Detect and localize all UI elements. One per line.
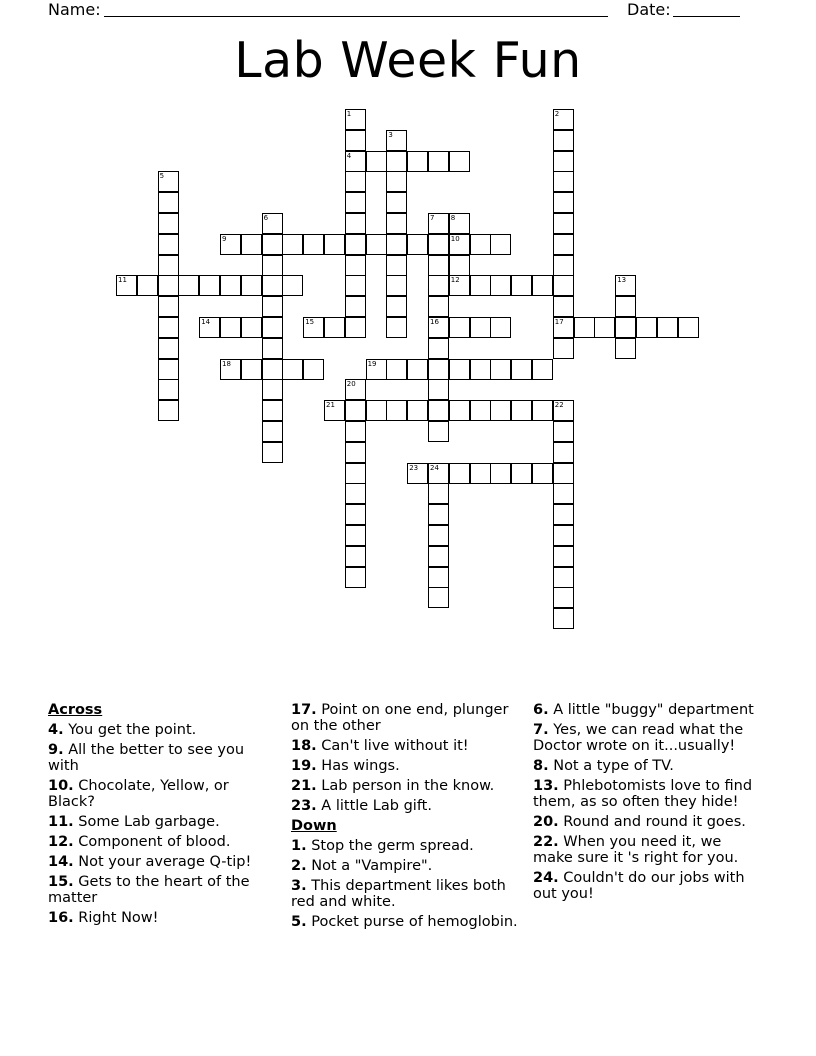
clue-item-text: Right Now! — [73, 910, 159, 926]
clue-item-text: Chocolate, Yellow, or Black? — [48, 778, 229, 810]
grid-cell[interactable] — [116, 275, 137, 296]
clue-number: 7 — [430, 214, 435, 222]
grid-cell[interactable] — [490, 275, 511, 296]
grid-cell[interactable] — [490, 463, 511, 484]
clue-item — [533, 870, 761, 902]
grid-cell[interactable] — [449, 255, 470, 276]
clue-item-text: Has wings. — [316, 758, 400, 774]
grid-cell[interactable] — [303, 359, 324, 380]
clue-item — [291, 758, 519, 774]
clue-number: 15 — [305, 318, 315, 326]
clue-item-number: 10. — [48, 778, 74, 794]
date-line — [673, 16, 740, 17]
grid-cell[interactable] — [553, 255, 574, 276]
grid-cell[interactable] — [449, 234, 470, 255]
clue-item — [533, 814, 761, 830]
grid-cell[interactable] — [428, 317, 449, 338]
grid-cell[interactable] — [345, 130, 366, 151]
grid-cell[interactable] — [553, 296, 574, 317]
grid-cell[interactable] — [490, 359, 511, 380]
clue-number: 8 — [450, 214, 456, 222]
clue-item-text: Not a type of TV. — [548, 758, 674, 774]
grid-cell[interactable] — [386, 296, 407, 317]
grid-cell[interactable] — [282, 234, 303, 255]
clue-item-number: 5. — [291, 914, 307, 930]
grid-cell[interactable] — [553, 213, 574, 234]
clue-item-number: 3. — [291, 878, 307, 894]
clue-item-text: Component of blood. — [73, 834, 231, 850]
grid-cell[interactable] — [553, 151, 574, 172]
clue-number: 14 — [201, 318, 211, 326]
grid-cell[interactable] — [158, 255, 179, 276]
grid-cell[interactable] — [386, 171, 407, 192]
grid-cell[interactable] — [262, 338, 283, 359]
clue-item — [291, 838, 519, 854]
grid-cell[interactable] — [470, 359, 491, 380]
grid-cell[interactable] — [553, 421, 574, 442]
grid-cell[interactable] — [407, 400, 428, 421]
clues-column-3 — [533, 702, 761, 906]
grid-cell[interactable] — [262, 213, 283, 234]
clue-item-number: 7. — [533, 722, 549, 738]
clue-item-text: Lab person in the know. — [316, 778, 495, 794]
clue-item-number: 15. — [48, 874, 74, 890]
clue-number: 12 — [450, 276, 460, 285]
grid-cell[interactable] — [262, 255, 283, 276]
grid-cell[interactable] — [553, 567, 574, 588]
page-title: Lab Week Fun — [234, 32, 582, 89]
clue-item-text: Point on one end, plunger on the other — [291, 702, 509, 734]
clue-item — [48, 910, 276, 926]
grid-cell[interactable] — [553, 400, 574, 421]
across-heading: Across — [48, 702, 103, 718]
grid-cell[interactable] — [178, 275, 199, 296]
grid-cell[interactable] — [428, 234, 449, 255]
grid-cell[interactable] — [553, 587, 574, 608]
clue-item-number: 13. — [533, 778, 559, 794]
clue-item-number: 19. — [291, 758, 317, 774]
grid-cell[interactable] — [199, 317, 220, 338]
name-label: Name: — [48, 0, 101, 19]
clue-item-text: This department likes both red and white. — [291, 878, 506, 910]
clue-item — [48, 742, 276, 774]
grid-cell[interactable] — [553, 463, 574, 484]
grid-cell[interactable] — [511, 463, 532, 484]
clue-item — [291, 738, 519, 754]
clue-number: 21 — [326, 401, 335, 410]
grid-cell[interactable] — [553, 546, 574, 567]
grid-cell[interactable] — [345, 567, 366, 588]
clue-item — [291, 914, 519, 930]
grid-cell[interactable] — [282, 275, 303, 296]
grid-cell[interactable] — [345, 151, 366, 172]
grid-cell[interactable] — [511, 359, 532, 380]
grid-cell[interactable] — [158, 359, 179, 380]
clue-number: 5 — [159, 172, 165, 181]
grid-cell[interactable] — [282, 359, 303, 380]
clue-number: 18 — [222, 359, 231, 368]
grid-cell[interactable] — [345, 400, 366, 421]
clue-item-text: A little Lab gift. — [316, 798, 432, 814]
grid-cell[interactable] — [428, 359, 449, 380]
clue-item-text: Can't live without it! — [316, 738, 469, 754]
clue-number: 9 — [222, 234, 227, 243]
grid-cell[interactable] — [449, 359, 470, 380]
grid-cell[interactable] — [345, 525, 366, 546]
grid-cell[interactable] — [553, 525, 574, 546]
clue-item-number: 6. — [533, 702, 549, 718]
grid-cell[interactable] — [574, 317, 595, 338]
grid-cell[interactable] — [158, 275, 179, 296]
clue-number: 1 — [346, 110, 352, 118]
grid-cell[interactable] — [490, 400, 511, 421]
grid-cell[interactable] — [553, 608, 574, 629]
clue-item — [291, 878, 519, 910]
grid-cell[interactable] — [303, 234, 324, 255]
grid-cell[interactable] — [158, 171, 179, 192]
grid-cell[interactable] — [470, 400, 491, 421]
grid-cell[interactable] — [532, 400, 553, 421]
grid-cell[interactable] — [470, 234, 491, 255]
clue-number: 4 — [346, 151, 352, 160]
clue-item-number: 4. — [48, 722, 64, 738]
grid-cell[interactable] — [345, 442, 366, 463]
clue-item — [48, 778, 276, 810]
grid-cell[interactable] — [220, 275, 241, 296]
clue-item — [48, 814, 276, 830]
clue-item-number: 24. — [533, 870, 559, 886]
grid-cell[interactable] — [262, 275, 283, 296]
clue-number: 19 — [367, 359, 377, 368]
grid-cell[interactable] — [386, 151, 407, 172]
clue-item — [291, 798, 519, 814]
clue-item-number: 23. — [291, 798, 317, 814]
grid-cell[interactable] — [490, 317, 511, 338]
grid-cell[interactable] — [428, 567, 449, 588]
grid-cell[interactable] — [553, 275, 574, 296]
clue-item — [533, 778, 761, 810]
grid-cell[interactable] — [615, 338, 636, 359]
grid-cell[interactable] — [470, 275, 491, 296]
clue-item-text: Gets to the heart of the matter — [48, 874, 250, 906]
clues-column-2 — [291, 702, 519, 934]
grid-cell[interactable] — [345, 234, 366, 255]
clue-number: 10 — [450, 234, 460, 243]
grid-cell[interactable] — [262, 234, 283, 255]
grid-cell[interactable] — [428, 400, 449, 421]
clue-item — [533, 722, 761, 754]
clue-number: 17 — [554, 318, 564, 326]
grid-cell[interactable] — [324, 234, 345, 255]
grid-cell[interactable] — [366, 234, 387, 255]
grid-cell[interactable] — [158, 234, 179, 255]
clue-item-number: 22. — [533, 834, 559, 850]
grid-cell[interactable] — [241, 275, 262, 296]
grid-cell[interactable] — [553, 192, 574, 213]
grid-cell[interactable] — [262, 421, 283, 442]
clue-item-text: You get the point. — [63, 722, 197, 738]
grid-cell[interactable] — [511, 400, 532, 421]
clue-item-text: Stop the germ spread. — [306, 838, 474, 854]
grid-cell[interactable] — [553, 317, 574, 338]
grid-cell[interactable] — [220, 234, 241, 255]
grid-cell[interactable] — [428, 483, 449, 504]
clue-item-text: Couldn't do our jobs with out you! — [533, 870, 745, 902]
grid-cell[interactable] — [553, 483, 574, 504]
grid-cell[interactable] — [262, 296, 283, 317]
grid-cell[interactable] — [345, 171, 366, 192]
grid-cell[interactable] — [158, 213, 179, 234]
grid-cell[interactable] — [345, 255, 366, 276]
grid-cell[interactable] — [553, 442, 574, 463]
grid-cell[interactable] — [428, 463, 449, 484]
clue-item — [291, 702, 519, 734]
clue-item-text: Not your average Q-tip! — [73, 854, 252, 870]
grid-cell[interactable] — [615, 317, 636, 338]
grid-cell[interactable] — [553, 338, 574, 359]
grid-cell[interactable] — [158, 192, 179, 213]
grid-cell[interactable] — [553, 130, 574, 151]
grid-cell[interactable] — [490, 234, 511, 255]
grid-cell[interactable] — [428, 255, 449, 276]
clue-item-text: Pocket purse of hemoglobin. — [306, 914, 518, 930]
clue-item-text: Phlebotomists love to find them, as so often they hide! — [533, 778, 753, 810]
grid-cell[interactable] — [262, 317, 283, 338]
grid-cell[interactable] — [449, 213, 470, 234]
clue-item-number: 12. — [48, 834, 74, 850]
clue-item-number: 1. — [291, 838, 307, 854]
clue-item — [291, 778, 519, 794]
grid-cell[interactable] — [449, 400, 470, 421]
grid-cell[interactable] — [345, 483, 366, 504]
grid-cell[interactable] — [553, 109, 574, 130]
grid-cell[interactable] — [511, 275, 532, 296]
clue-number: 6 — [263, 214, 269, 222]
grid-cell[interactable] — [428, 338, 449, 359]
clue-item-text: When you need it, we make sure it 's right for you. — [533, 834, 739, 866]
grid-cell[interactable] — [428, 213, 449, 234]
clue-item-text: Yes, we can read what the Doctor wrote on it...usually! — [533, 722, 744, 754]
clue-number: 2 — [554, 110, 560, 118]
clue-item-text: All the better to see you with — [48, 742, 245, 774]
clue-item-number: 17. — [291, 702, 317, 718]
grid-cell[interactable] — [345, 463, 366, 484]
grid-cell[interactable] — [553, 504, 574, 525]
grid-cell[interactable] — [428, 379, 449, 400]
grid-cell[interactable] — [345, 546, 366, 567]
grid-cell[interactable] — [428, 151, 449, 172]
clue-item-number: 16. — [48, 910, 74, 926]
grid-cell[interactable] — [220, 317, 241, 338]
grid-cell[interactable] — [678, 317, 699, 338]
name-line — [104, 16, 608, 17]
grid-cell[interactable] — [158, 317, 179, 338]
grid-cell[interactable] — [386, 255, 407, 276]
clues-column-1 — [48, 702, 276, 930]
clue-item-text: Round and round it goes. — [558, 814, 746, 830]
grid-cell[interactable] — [407, 151, 428, 172]
clue-item-text: Some Lab garbage. — [73, 814, 220, 830]
clue-item — [48, 874, 276, 906]
grid-cell[interactable] — [137, 275, 158, 296]
grid-cell[interactable] — [345, 192, 366, 213]
grid-cell[interactable] — [615, 275, 636, 296]
grid-cell[interactable] — [470, 317, 491, 338]
grid-cell[interactable] — [241, 317, 262, 338]
grid-cell[interactable] — [220, 359, 241, 380]
clue-item-text: Not a "Vampire". — [306, 858, 433, 874]
grid-cell[interactable] — [636, 317, 657, 338]
clue-number: 23 — [409, 463, 419, 472]
grid-cell[interactable] — [449, 463, 470, 484]
grid-cell[interactable] — [407, 234, 428, 255]
grid-cell[interactable] — [158, 338, 179, 359]
clue-item — [533, 702, 761, 718]
clue-number: 22 — [554, 401, 564, 410]
grid-cell[interactable] — [345, 213, 366, 234]
grid-cell[interactable] — [532, 463, 553, 484]
grid-cell[interactable] — [158, 379, 179, 400]
clue-item — [533, 834, 761, 866]
grid-cell[interactable] — [345, 421, 366, 442]
grid-cell[interactable] — [386, 275, 407, 296]
grid-cell[interactable] — [449, 275, 470, 296]
grid-cell[interactable] — [428, 587, 449, 608]
grid-cell[interactable] — [262, 379, 283, 400]
header — [48, 0, 748, 20]
grid-cell[interactable] — [345, 275, 366, 296]
grid-cell[interactable] — [241, 359, 262, 380]
grid-cell[interactable] — [553, 171, 574, 192]
clue-number: 13 — [617, 276, 627, 285]
grid-cell[interactable] — [345, 109, 366, 130]
grid-cell[interactable] — [386, 359, 407, 380]
grid-cell[interactable] — [449, 317, 470, 338]
clue-number: 3 — [388, 130, 393, 139]
clue-number: 24 — [430, 463, 439, 472]
grid-cell[interactable] — [428, 296, 449, 317]
clue-item-number: 21. — [291, 778, 317, 794]
grid-cell[interactable] — [428, 525, 449, 546]
grid-cell[interactable] — [532, 275, 553, 296]
clue-number: 20 — [346, 380, 356, 389]
grid-cell[interactable] — [386, 400, 407, 421]
grid-cell[interactable] — [428, 504, 449, 525]
grid-cell[interactable] — [366, 151, 387, 172]
grid-cell[interactable] — [386, 317, 407, 338]
grid-cell[interactable] — [262, 359, 283, 380]
clue-item-number: 8. — [533, 758, 549, 774]
grid-cell[interactable] — [366, 359, 387, 380]
grid-cell[interactable] — [345, 504, 366, 525]
clue-item — [48, 854, 276, 870]
grid-cell[interactable] — [386, 213, 407, 234]
grid-cell[interactable] — [262, 400, 283, 421]
grid-cell[interactable] — [158, 296, 179, 317]
grid-cell[interactable] — [345, 379, 366, 400]
grid-cell[interactable] — [594, 317, 615, 338]
grid-cell[interactable] — [366, 400, 387, 421]
clue-item — [48, 722, 276, 738]
grid-cell[interactable] — [241, 234, 262, 255]
grid-cell[interactable] — [407, 463, 428, 484]
date-label: Date: — [627, 0, 671, 19]
grid-cell[interactable] — [324, 317, 345, 338]
grid-cell[interactable] — [386, 192, 407, 213]
grid-cell[interactable] — [657, 317, 678, 338]
clue-item-number: 2. — [291, 858, 307, 874]
grid-cell[interactable] — [386, 234, 407, 255]
grid-cell[interactable] — [345, 317, 366, 338]
grid-cell[interactable] — [407, 359, 428, 380]
clue-item-number: 14. — [48, 854, 74, 870]
grid-cell[interactable] — [532, 359, 553, 380]
clue-item — [533, 758, 761, 774]
clue-item — [291, 858, 519, 874]
grid-cell[interactable] — [199, 275, 220, 296]
clue-item-number: 20. — [533, 814, 559, 830]
grid-cell[interactable] — [470, 463, 491, 484]
grid-cell[interactable] — [428, 421, 449, 442]
grid-cell[interactable] — [428, 275, 449, 296]
clue-item-text: A little "buggy" department — [548, 702, 754, 718]
clue-item-number: 18. — [291, 738, 317, 754]
down-heading: Down — [291, 818, 337, 834]
grid-cell[interactable] — [428, 546, 449, 567]
grid-cell[interactable] — [262, 442, 283, 463]
grid-cell[interactable] — [449, 151, 470, 172]
clue-item-number: 9. — [48, 742, 64, 758]
grid-cell[interactable] — [345, 296, 366, 317]
grid-cell[interactable] — [324, 400, 345, 421]
clue-item — [48, 834, 276, 850]
grid-cell[interactable] — [158, 400, 179, 421]
grid-cell[interactable] — [303, 317, 324, 338]
clue-item-number: 11. — [48, 814, 74, 830]
grid-cell[interactable] — [553, 234, 574, 255]
grid-cell[interactable] — [386, 130, 407, 151]
clue-number: 11 — [118, 276, 127, 285]
grid-cell[interactable] — [615, 296, 636, 317]
clue-number: 16 — [430, 318, 439, 326]
